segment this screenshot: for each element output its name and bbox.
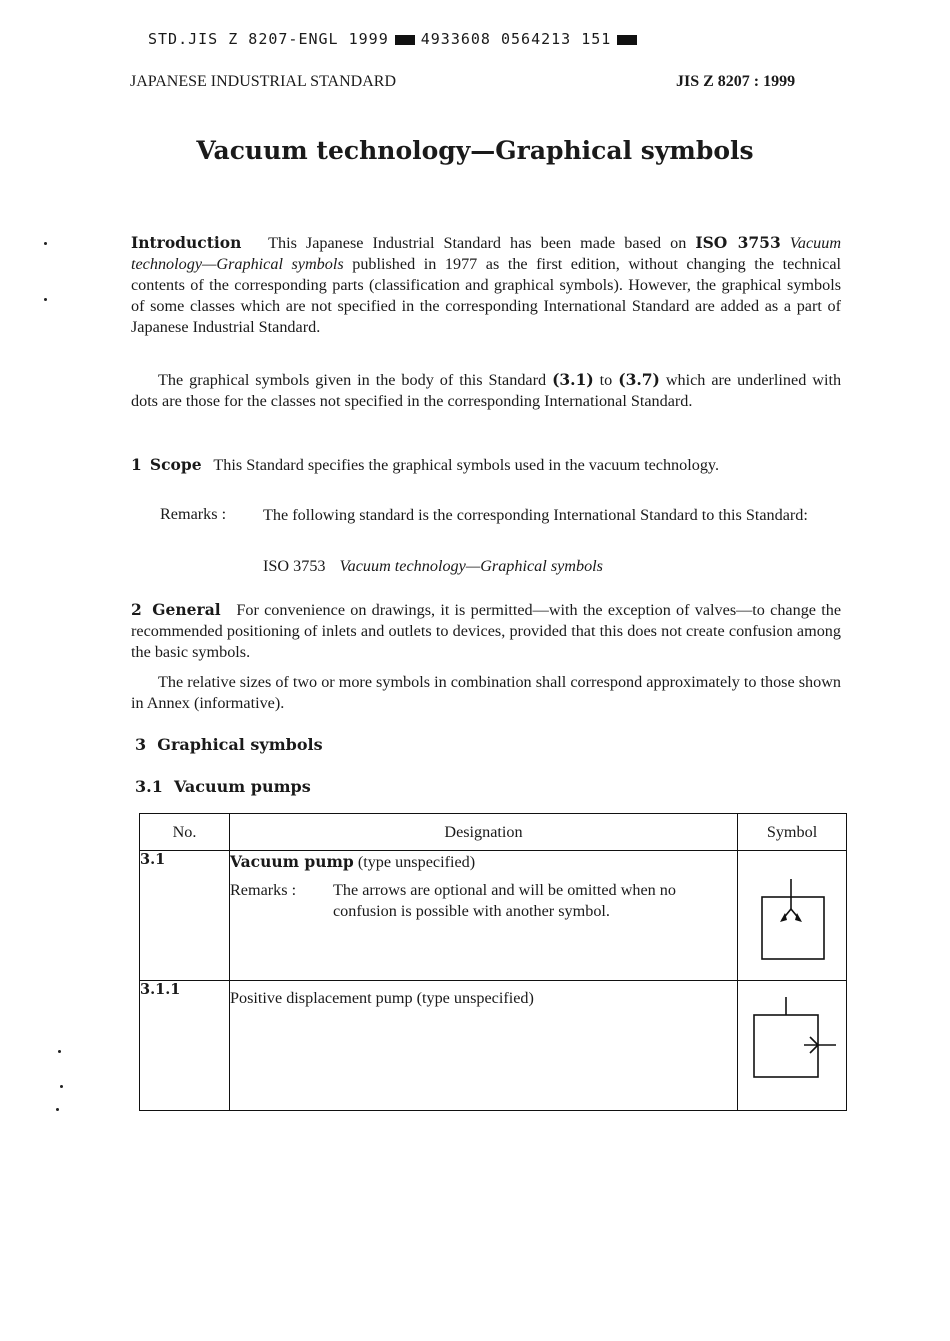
margin-dot-icon: [44, 298, 47, 301]
intro2-text-a: The graphical symbols given in the body of this Standard: [158, 371, 547, 389]
intro-text-a: This Japanese Industrial Standard has been made based on: [268, 234, 687, 252]
intro2-text-b: which are underlined with dots are those for the classes not specified in the corresponding International Standard.: [131, 371, 842, 410]
scope-ref-title: Vacuum technology—Graphical symbols: [339, 557, 603, 575]
section-3-1-title: Vacuum pumps: [173, 777, 311, 796]
intro2-ref-end: (3.7): [618, 370, 660, 389]
stamp-left: STD.JIS Z 8207-ENGL 1999: [148, 30, 389, 48]
section-3-heading: [135, 735, 323, 754]
designation-remarks: [230, 880, 737, 922]
row-symbol: [738, 981, 847, 1111]
vacuum-pump-symbol-icon: [738, 851, 846, 975]
row-number: 3.1.1: [140, 981, 230, 1111]
general-paragraph-2: The relative sizes of two or more symbols in combination shall correspond approximately to those shown in Annex (informative).: [131, 673, 841, 712]
introduction-label: Introduction: [131, 233, 242, 252]
designation-name-rest: (type unspecified): [357, 853, 476, 871]
intro-text-b: published in 1977 as the first edition, without changing the technical contents of the corresponding parts (classification and graphical symbols). However, the graphical symbols of some classes which are not specified in the corresponding International Standard are added as a part of Japanese Industrial Standard.: [131, 255, 842, 336]
remarks-text: The arrows are optional and will be omitted when no confusion is possible with another symbol.: [333, 881, 676, 920]
page-title: Vacuum technology—Graphical symbols: [196, 136, 754, 165]
scope-remarks-text: The following standard is the corresponding International Standard to this Standard:: [263, 506, 808, 524]
stamp-block-icon: [617, 35, 637, 45]
scope-text: This Standard specifies the graphical symbols used in the vacuum technology.: [213, 456, 720, 474]
designation-name-bold: Vacuum pump: [230, 852, 354, 871]
header-standard-number: JIS Z 8207 : 1999: [676, 73, 796, 90]
row-designation: [230, 851, 738, 981]
intro2-ref-start: (3.1): [552, 370, 594, 389]
stamp-block-icon: [395, 35, 415, 45]
margin-dot-icon: [60, 1085, 63, 1088]
positive-displacement-pump-symbol-icon: [738, 981, 846, 1105]
table-row: [140, 851, 847, 981]
introduction-paragraph-2: [131, 369, 841, 412]
section-3-1-heading: [135, 777, 311, 796]
general-text: For convenience on drawings, it is permitted—with the exception of valves—to change the recommended positioning of inlets and outlets to devices, provided that this does not create confusion among the basic symbols.: [131, 601, 842, 661]
scope-remarks-label: Remarks :: [160, 505, 227, 523]
header-standard-type: JAPANESE INDUSTRIAL STANDARD: [130, 73, 396, 90]
scope-ref-code: ISO 3753: [263, 557, 326, 575]
intro2-to: to: [599, 371, 613, 389]
section-3-title: Graphical symbols: [157, 735, 323, 754]
scope-number: 1: [131, 455, 142, 474]
col-header-no: No.: [140, 814, 230, 851]
stamp-right: 4933608 0564213 151: [420, 30, 612, 48]
scope-paragraph: [131, 454, 841, 476]
document-stamp: [148, 30, 643, 48]
scope-heading: Scope: [149, 455, 202, 474]
margin-dot-icon: [56, 1108, 59, 1111]
margin-dot-icon: [58, 1050, 61, 1053]
row-number: 3.1: [140, 851, 230, 981]
scope-reference: [263, 557, 603, 576]
row-designation: Positive displacement pump (type unspecified): [230, 981, 738, 1111]
table-header-row: [140, 814, 847, 851]
designation-title: [230, 851, 737, 873]
col-header-symbol: Symbol: [738, 814, 847, 851]
section-3-number: 3: [135, 735, 147, 754]
introduction-paragraph: [131, 232, 841, 338]
remarks-label: Remarks :: [230, 881, 297, 899]
table-row: [140, 981, 847, 1111]
intro-iso-ref: ISO 3753: [695, 233, 781, 252]
symbols-table: [139, 813, 847, 1111]
general-paragraph: [131, 599, 841, 663]
section-3-1-number: 3.1: [135, 777, 163, 796]
general-heading: General: [152, 600, 221, 619]
general-number: 2: [131, 600, 142, 619]
margin-dot-icon: [44, 242, 47, 245]
row-symbol: [738, 851, 847, 981]
intro-iso-title: Vacuum technology—Graphical symbols: [131, 234, 842, 273]
col-header-designation: Designation: [230, 814, 738, 851]
